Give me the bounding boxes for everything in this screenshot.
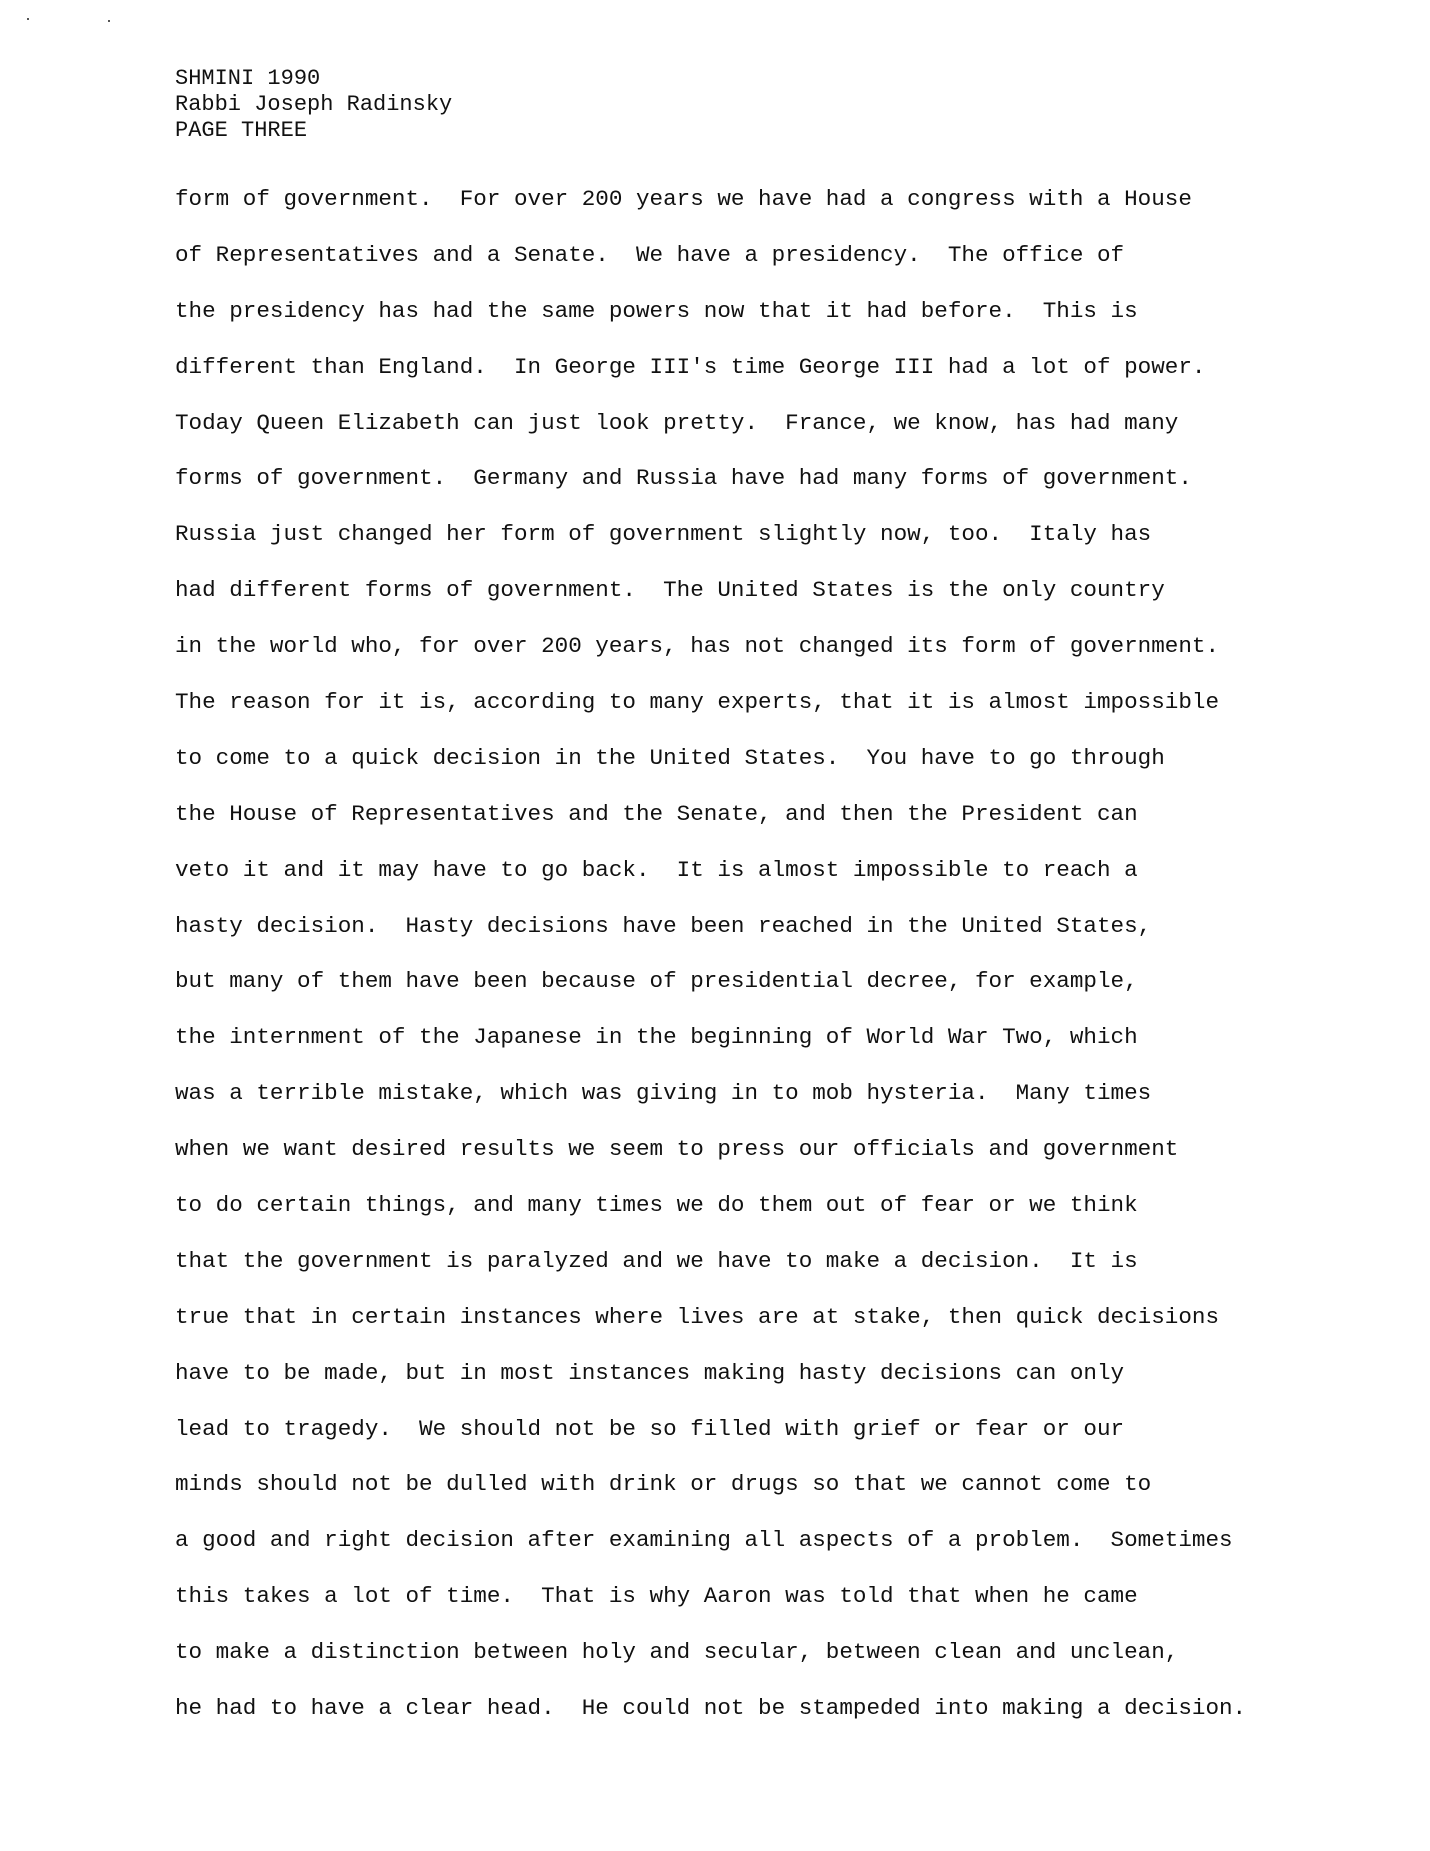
text-line: forms of government. Germany and Russia have had many forms of government. — [175, 465, 1192, 492]
text-line: he had to have a clear head. He could not be stampeded into making a decision. — [175, 1695, 1247, 1722]
text-line: to do certain things, and many times we do them out of fear or we think — [175, 1192, 1138, 1219]
text-line: have to be made, but in most instances making hasty decisions can only — [175, 1359, 1125, 1386]
document-author: Rabbi Joseph Radinsky — [175, 92, 453, 117]
text-line: true that in certain instances where lives are at stake, then quick decisions — [175, 1303, 1220, 1330]
text-line: hasty decision. Hasty decisions have been reached in the United States, — [175, 912, 1152, 939]
scan-speck — [108, 20, 110, 22]
text-line: The reason for it is, according to many experts, that it is almost impossible — [175, 689, 1220, 716]
text-line: the presidency has had the same powers now that it had before. This is — [175, 297, 1138, 324]
text-line: to make a distinction between holy and secular, between clean and unclean, — [175, 1639, 1179, 1666]
text-line: was a terrible mistake, which was giving in to mob hysteria. Many times — [175, 1080, 1152, 1107]
text-line: that the government is paralyzed and we have to make a decision. It is — [175, 1247, 1138, 1274]
text-line: when we want desired results we seem to press our officials and government — [175, 1136, 1179, 1163]
text-line: minds should not be dulled with drink or drugs so that we cannot come to — [175, 1471, 1152, 1498]
text-line: form of government. For over 200 years we have had a congress with a House — [175, 186, 1192, 212]
text-line: a good and right decision after examining all aspects of a problem. Sometimes — [175, 1527, 1233, 1554]
document-header — [175, 66, 452, 144]
text-line: veto it and it may have to go back. It is almost impossible to reach a — [175, 856, 1138, 883]
text-line: different than England. In George III's time George III had a lot of power. — [175, 353, 1206, 380]
text-line: lead to tragedy. We should not be so filled with grief or fear or our — [175, 1415, 1125, 1442]
scan-speck — [27, 18, 29, 20]
text-line: had different forms of government. The United States is the only country — [175, 577, 1165, 604]
page-label: PAGE THREE — [175, 118, 308, 143]
text-line: the internment of the Japanese in the beginning of World War Two, which — [175, 1024, 1138, 1051]
text-line: to come to a quick decision in the United States. You have to go through — [175, 744, 1165, 771]
text-line: of Representatives and a Senate. We have a presidency. The office of — [175, 241, 1125, 268]
text-line: Today Queen Elizabeth can just look pretty. France, we know, has had many — [175, 409, 1179, 436]
text-line: this takes a lot of time. That is why Aaron was told that when he came — [175, 1583, 1138, 1610]
text-line: but many of them have been because of presidential decree, for example, — [175, 968, 1138, 995]
document-body — [175, 172, 1246, 1737]
text-line: Russia just changed her form of government slightly now, too. Italy has — [175, 521, 1152, 548]
text-line: in the world who, for over 200 years, has not changed its form of government. — [175, 633, 1220, 660]
document-title: SHMINI 1990 — [175, 66, 321, 91]
text-line: the House of Representatives and the Senate, and then the President can — [175, 800, 1138, 827]
